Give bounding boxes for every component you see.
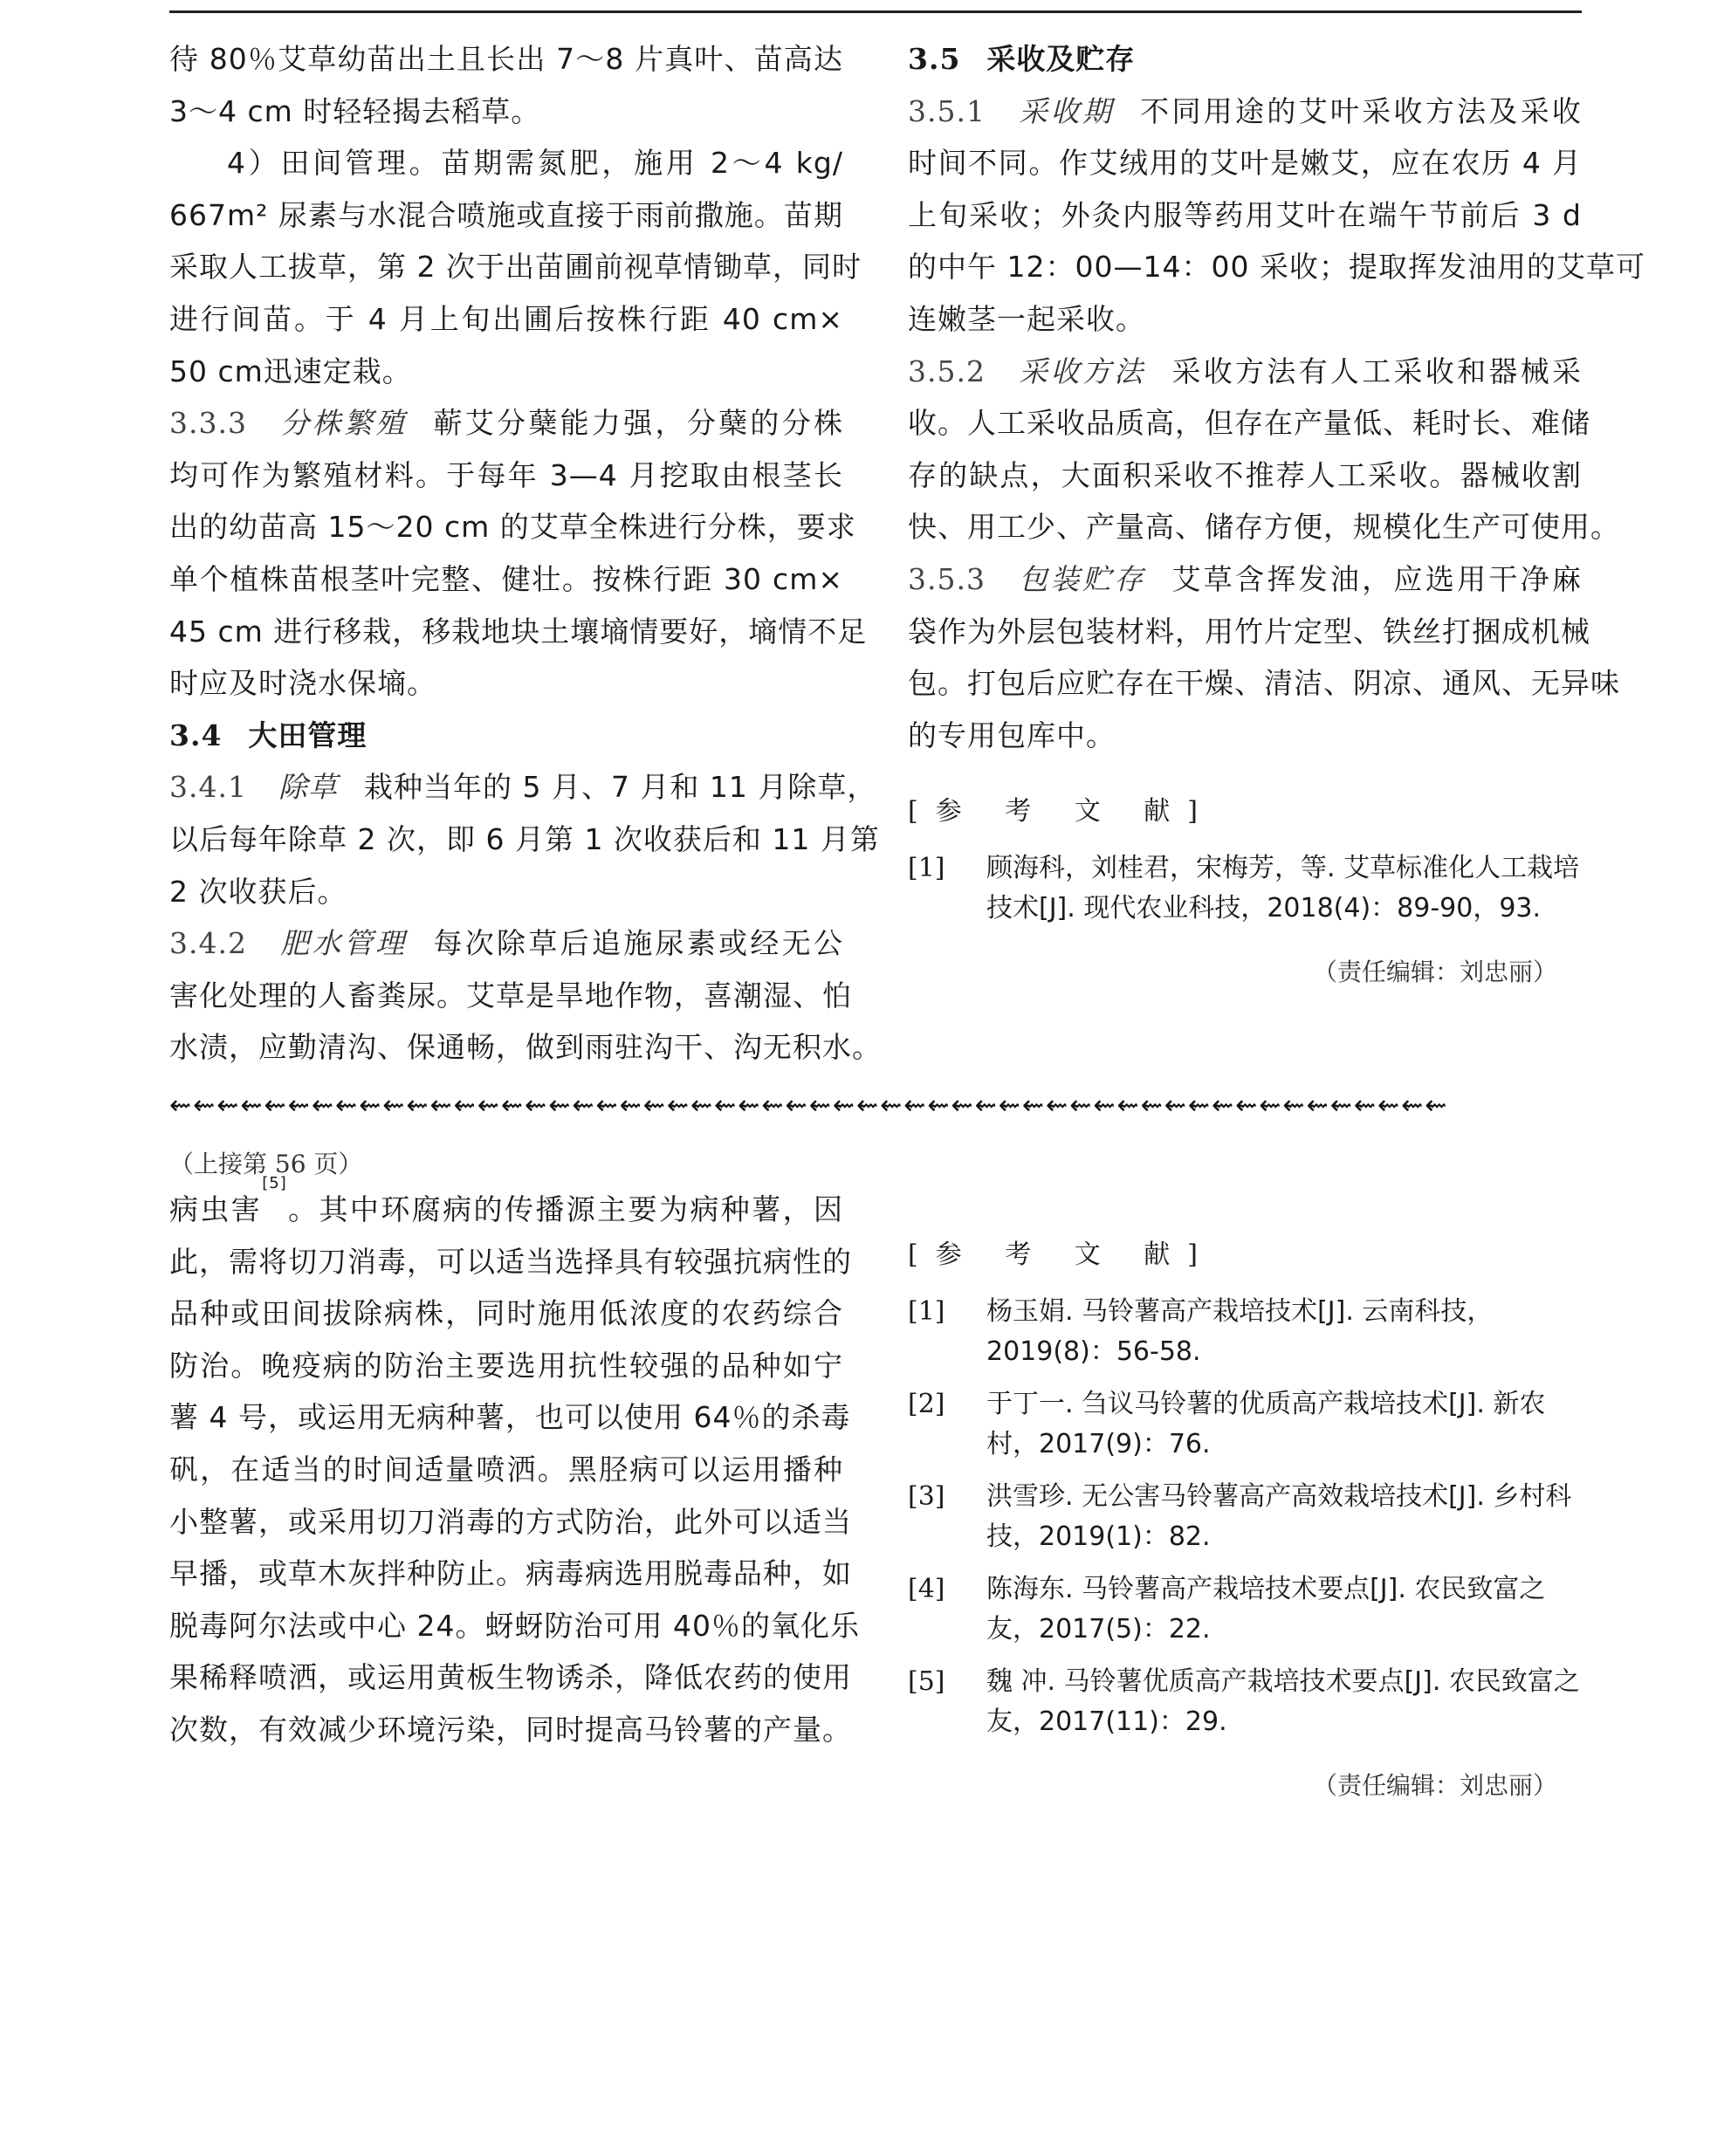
subsection-3-3-3 [169,397,843,450]
reference-text: 于丁一. 刍议马铃薯的优质高产栽培技术[J]. 新农村，2017(9)：76. [986,1389,1546,1459]
reference-item [908,1384,1582,1465]
text-line: 脱毒阿尔法或中心 24。蚜蚜防治可用 40％的氧化乐 [169,1608,860,1643]
reference-item [908,1569,1582,1650]
reference-item [908,1292,1582,1372]
text-line: 早播，或草木灰拌种防止。病毒病选用脱毒品种，如 [169,1556,852,1591]
top-rule [169,10,1582,13]
subsection-3-4-2 [169,917,843,970]
subsection-number: 3.5.3 [908,561,986,596]
subsection-number: 3.4.2 [169,926,247,961]
text-line: 4）田间管理。苗期需氮肥，施用 2～4 kg/ [227,146,843,181]
text-line: 防治。晚疫病的防治主要选用抗性较强的品种如宁 [169,1348,843,1383]
reference-item [908,1477,1582,1557]
text-line: 上旬采收；外灸内服等药用艾叶在端午节前后 3 d [908,197,1582,232]
subsection-first-line: 采收方法有人工采收和器械采 [1171,354,1583,388]
subsection-keyword: 分株繁殖 [278,406,408,441]
subsection-3-5-3 [908,553,1582,606]
subsection-first-line: 栽种当年的 5 月、7 月和 11 月除草， [363,770,877,805]
references-heading: [参 考 文 献] [908,796,1216,827]
responsible-editor: （责任编辑：刘忠丽） [1312,1771,1557,1800]
text-line: 时应及时浇水保墒。 [169,666,436,701]
subsection-first-line: 艾草含挥发油，应选用干净麻 [1171,561,1583,596]
reference-number: [3] [908,1481,945,1512]
text-line: 果稀释喷洒，或运用黄板生物诱杀，降低农药的使用 [169,1660,852,1695]
section-title: 大田管理 [248,718,367,752]
reference-number: [1] [908,1296,945,1327]
subsection-number: 3.5.2 [908,354,986,388]
subsection-number: 3.4.1 [169,770,247,805]
text-line: 3～4 cm 时轻轻揭去稻草。 [169,93,541,128]
text-line: 采取人工拔草，第 2 次于出苗圃前视草情锄草，同时 [169,250,862,285]
subsection-3-4-1 [169,761,877,814]
reference-item [908,848,1582,929]
subsection-keyword: 肥水管理 [278,926,408,961]
section-number: 3.4 [169,718,223,752]
text-line: 的专用包库中。 [908,718,1116,752]
section-3-5-title [908,33,1582,86]
subsection-keyword: 包装贮存 [1016,561,1146,596]
reference-text: 陈海东. 马铃薯高产栽培技术要点[J]. 农民致富之友，2017(5)：22. [986,1574,1546,1644]
text-line: 2 次收获后。 [169,874,347,909]
reference-text: 杨玉娟. 马铃薯高产栽培技术[J]. 云南科技，2019(8)：56-58. [986,1296,1494,1367]
text-line: 水渍，应勤清沟、保通畅，做到雨驻沟干、沟无积水。 [169,1030,882,1065]
text-line: 45 cm 进行移栽，移栽地块土壤墒情要好，墒情不足 [169,614,868,649]
top-right-column [908,33,1645,988]
subsection-keyword: 除草 [278,770,338,805]
text-line: 矾，在适当的时间适量喷洒。黑胫病可以运用播种 [169,1452,843,1487]
text-line: 袋作为外层包装材料，用竹片定型、铁丝打捆成机械 [908,614,1590,649]
text-line: 次数，有效减少环境污染，同时提高马铃薯的产量。 [169,1712,852,1747]
subsection-keyword: 采收期 [1016,93,1115,128]
subsection-number: 3.3.3 [169,406,247,441]
top-left-column [169,33,882,1074]
reference-number: [5] [908,1666,945,1697]
references-heading: [参 考 文 献] [908,1239,1216,1270]
text-line: 单个植株苗根茎叶完整、健壮。按株行距 30 cm× [169,561,843,596]
text-line: 50 cm迅速定栽。 [169,354,412,388]
text-line: 出的幼苗高 15～20 cm 的艾草全株进行分株，要求 [169,510,856,545]
subsection-first-line: 每次除草后追施尿素或经无公 [433,926,844,961]
reference-number: [2] [908,1389,945,1419]
text-line: 存的缺点，大面积采收不推荐人工采收。器械收割 [908,457,1582,492]
subsection-keyword: 采收方法 [1016,354,1146,388]
text-line: 薯 4 号，或运用无病种薯，也可以使用 64％的杀毒 [169,1400,851,1435]
subsection-3-5-1 [908,86,1582,138]
text-line: 均可作为繁殖材料。于每年 3—4 月挖取由根茎长 [169,457,843,492]
bottom-left-column [169,1174,860,1756]
continued-from-note: （上接第 56 页） [169,1150,363,1178]
text-line: 包。打包后应贮存在干燥、清洁、阴凉、通风、无异味 [908,666,1620,701]
subsection-3-5-2 [908,346,1582,398]
responsible-editor: （责任编辑：刘忠丽） [1312,958,1557,987]
text-line: 时间不同。作艾绒用的艾叶是嫩艾，应在农历 4 月 [908,146,1582,181]
subsection-number: 3.5.1 [908,93,986,128]
text-fragment: 病虫害 [169,1192,263,1226]
text-line: 的中午 12：00—14：00 采收；提取挥发油用的艾草可 [908,250,1645,285]
text-line: 进行间苗。于 4 月上旬出圃后按株行距 40 cm× [169,301,843,336]
text-line: 收。人工采收品质高，但存在产量低、耗时长、难储 [908,406,1590,441]
citation-marker: [5] [262,1174,287,1192]
subsection-first-line: 不同用途的艾叶采收方法及采收 [1140,93,1583,128]
text-line: 快、用工少、产量高、储存方便，规模化生产可使用。 [908,510,1620,545]
text-line: 此，需将切刀消毒，可以适当选择具有较强抗病性的 [169,1244,852,1279]
text-line: 品种或田间拔除病株，同时施用低浓度的农药综合 [169,1296,843,1331]
text-line: 667m² 尿素与水混合喷施或直接于雨前撒施。苗期 [169,197,843,232]
reference-item [908,1662,1582,1742]
text-line: 小整薯，或采用切刀消毒的方式防治，此外可以适当 [169,1504,852,1539]
article-divider: ⇜⇜⇜⇜⇜⇜⇜⇜⇜⇜⇜⇜⇜⇜⇜⇜⇜⇜⇜⇜⇜⇜⇜⇜⇜⇜⇜⇜⇜⇜⇜⇜⇜⇜⇜⇜⇜⇜⇜⇜⇜⇜⇜⇜⇜⇜⇜⇜⇜⇜⇜⇜⇜⇜ [169,1090,1449,1121]
bottom-right-column [908,1205,1582,1802]
text-line: 害化处理的人畜粪尿。艾草是旱地作物，喜潮湿、怕 [169,978,852,1013]
text-line: 以后每年除草 2 次，即 6 月第 1 次收获后和 11 月第 [169,821,880,856]
text-fragment: 。其中环腐病的传播源主要为病种薯，因 [286,1192,844,1226]
reference-number: [1] [908,853,945,884]
section-3-4-title [169,710,843,762]
reference-number: [4] [908,1574,945,1604]
section-number: 3.5 [908,42,961,76]
text-line [169,1174,844,1236]
text-line: 连嫩茎一起采收。 [908,301,1145,336]
text-line: 待 80％艾草幼苗出土且长出 7～8 片真叶、苗高达 [169,42,843,76]
reference-text: 顾海科，刘桂君，宋梅芳，等. 艾草标准化人工栽培技术[J]. 现代农业科技，2018(4)：89-90，93. [986,853,1580,924]
section-title: 采收及贮存 [986,42,1136,76]
subsection-first-line: 蕲艾分蘖能力强，分蘖的分株 [433,406,844,441]
reference-text: 魏 冲. 马铃薯优质高产栽培技术要点[J]. 农民致富之友，2017(11)：29. [986,1666,1580,1737]
reference-text: 洪雪珍. 无公害马铃薯高产高效栽培技术[J]. 乡村科技，2019(1)：82. [986,1481,1572,1552]
